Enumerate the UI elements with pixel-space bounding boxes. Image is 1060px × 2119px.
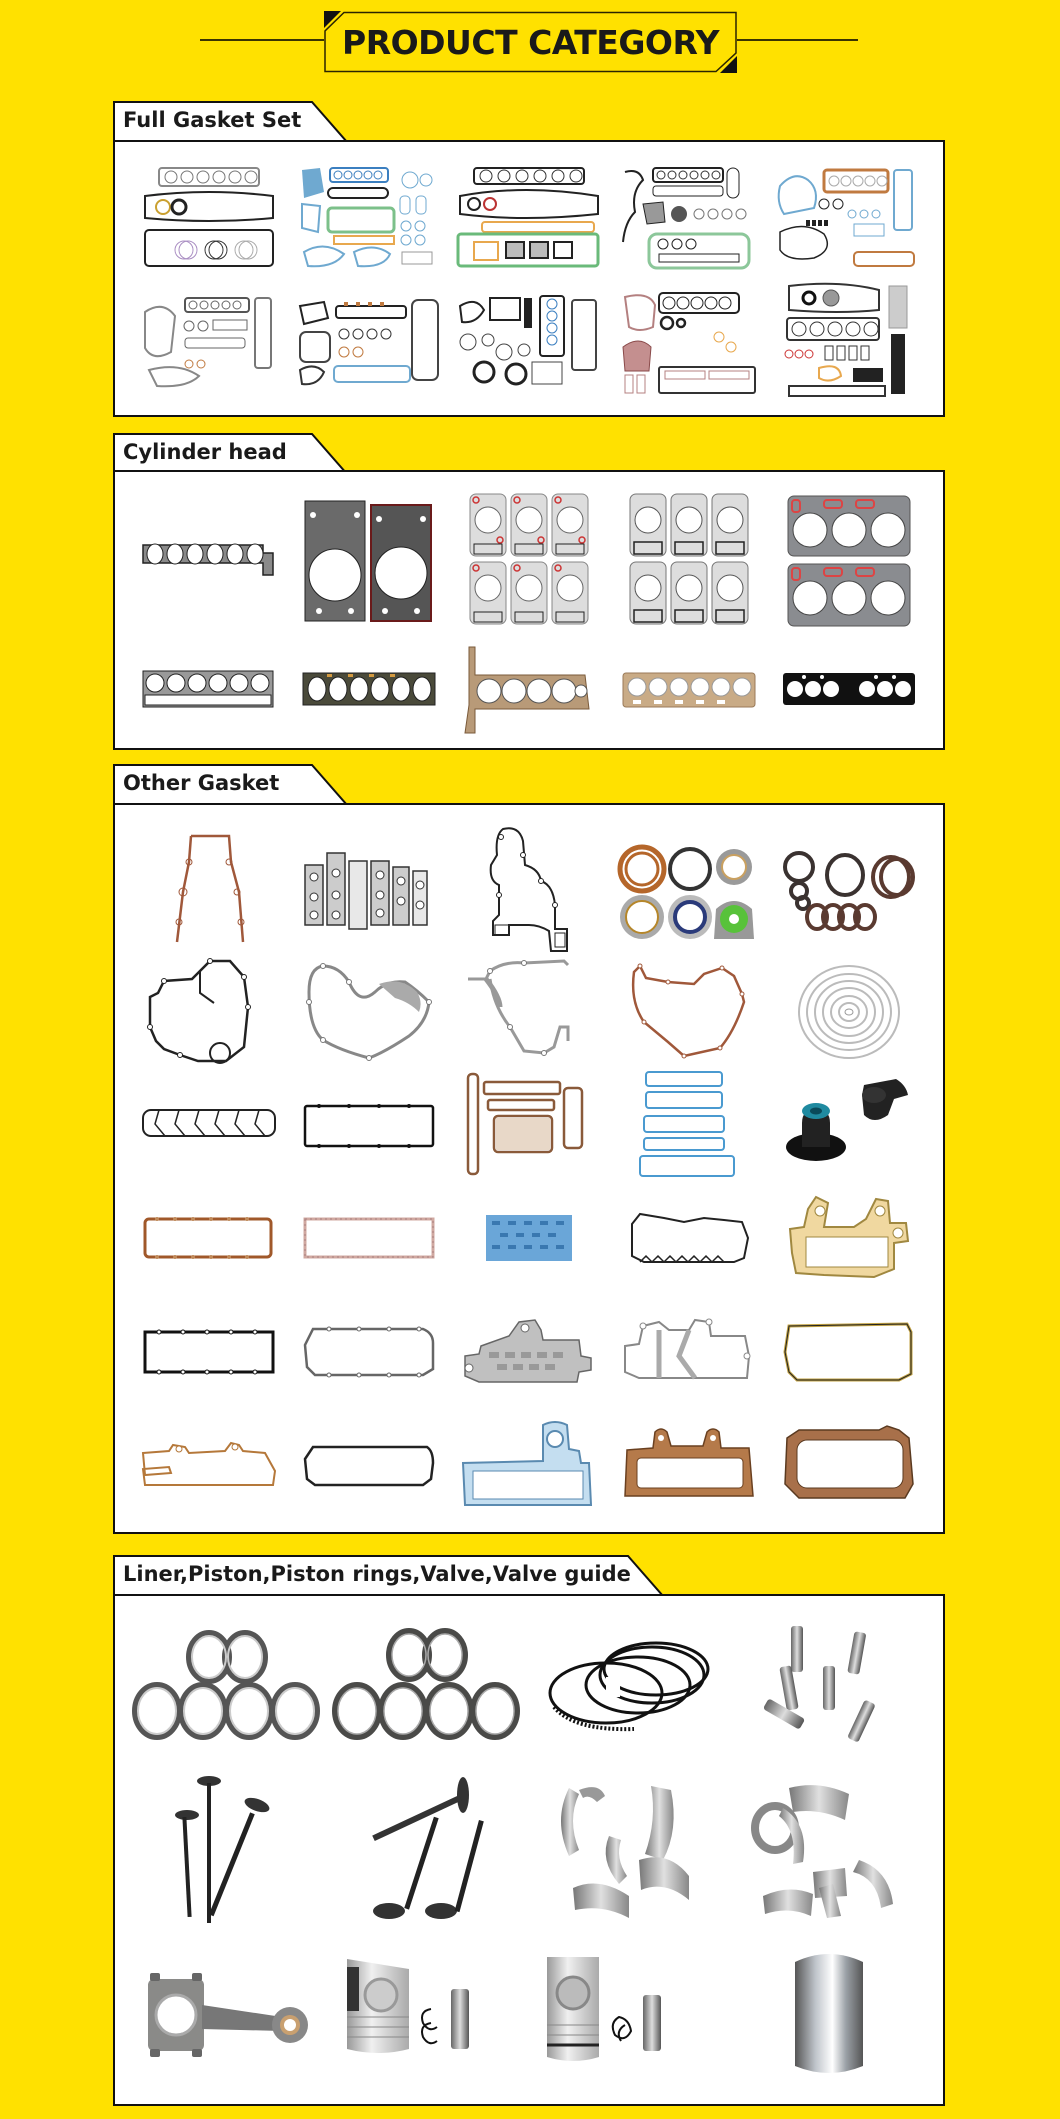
product-tile[interactable] xyxy=(289,1068,449,1181)
product-tile[interactable] xyxy=(609,1181,769,1294)
product-tile[interactable] xyxy=(289,480,449,640)
product-tile[interactable] xyxy=(129,154,289,280)
product-tile[interactable] xyxy=(729,1606,929,1769)
gasket-icon xyxy=(299,1439,439,1489)
section-title: Liner,Piston,Piston rings,Valve,Valve guide xyxy=(123,1562,631,1586)
product-tile[interactable] xyxy=(609,154,769,280)
product-tile[interactable] xyxy=(329,1606,529,1769)
header-rule-left xyxy=(200,39,324,41)
product-tile[interactable] xyxy=(289,154,449,280)
product-tile[interactable] xyxy=(609,825,769,955)
valve-seal-icon xyxy=(784,1075,914,1175)
gasket-set-icon xyxy=(774,162,924,272)
bearing-icon xyxy=(549,1780,709,1920)
product-tile[interactable] xyxy=(609,640,769,740)
gasket-set-icon xyxy=(619,162,759,272)
product-tile[interactable] xyxy=(449,154,609,280)
product-tile[interactable] xyxy=(769,280,929,406)
gasket-icon xyxy=(479,825,579,955)
product-tile[interactable] xyxy=(609,480,769,640)
product-tile[interactable] xyxy=(289,1294,449,1407)
gasket-icon xyxy=(624,1208,754,1268)
product-tile[interactable] xyxy=(129,1068,289,1181)
product-tile[interactable] xyxy=(129,280,289,406)
gasket-icon xyxy=(464,1070,594,1180)
product-tile[interactable] xyxy=(729,1769,929,1932)
gasket-icon xyxy=(459,1316,599,1386)
product-tile[interactable] xyxy=(449,1294,609,1407)
section-title: Other Gasket xyxy=(123,771,280,795)
product-tile[interactable] xyxy=(769,480,929,640)
head-gasket-icon xyxy=(459,645,599,735)
valve-seat-icon xyxy=(129,1627,329,1747)
product-tile[interactable] xyxy=(129,825,289,955)
product-tile[interactable] xyxy=(289,1181,449,1294)
product-tile[interactable] xyxy=(449,480,609,640)
product-tile[interactable] xyxy=(769,154,929,280)
head-gasket-icon xyxy=(779,665,919,715)
product-tile[interactable] xyxy=(449,825,609,955)
product-tile[interactable] xyxy=(729,1931,929,2094)
section-liner-piston xyxy=(113,1555,945,2106)
gasket-set-icon xyxy=(619,287,759,397)
product-tile[interactable] xyxy=(129,1769,329,1932)
product-tile[interactable] xyxy=(449,280,609,406)
product-tile[interactable] xyxy=(769,1181,929,1294)
head-gasket-icon xyxy=(139,535,279,585)
gasket-icon xyxy=(619,1424,759,1504)
product-tile[interactable] xyxy=(129,1931,329,2094)
head-gasket-icon xyxy=(619,665,759,715)
gasket-icon xyxy=(779,1424,919,1504)
gasket-icon xyxy=(139,1100,279,1150)
gasket-set-icon xyxy=(454,292,604,392)
product-tile[interactable] xyxy=(449,1407,609,1520)
piston-ring-icon xyxy=(544,1637,714,1737)
product-tile[interactable] xyxy=(769,1294,929,1407)
product-panel xyxy=(113,1594,945,2106)
product-tile[interactable] xyxy=(449,1068,609,1181)
gasket-icon xyxy=(299,1100,439,1150)
product-tile[interactable] xyxy=(609,955,769,1068)
gasket-icon xyxy=(299,1213,439,1263)
gasket-set-icon xyxy=(294,162,444,272)
section-title: Full Gasket Set xyxy=(123,108,302,132)
head-gasket-icon xyxy=(139,665,279,715)
section-other-gasket xyxy=(113,764,945,1534)
product-tile[interactable] xyxy=(129,955,289,1068)
product-tile[interactable] xyxy=(449,955,609,1068)
product-tile[interactable] xyxy=(129,1181,289,1294)
gasket-icon xyxy=(634,1070,744,1180)
product-tile[interactable] xyxy=(449,640,609,740)
gasket-icon xyxy=(169,832,249,948)
product-tile[interactable] xyxy=(449,1181,609,1294)
product-tile[interactable] xyxy=(289,825,449,955)
product-tile[interactable] xyxy=(609,1407,769,1520)
valve-icon xyxy=(359,1775,499,1925)
piston-icon xyxy=(539,1953,719,2073)
gasket-set-icon xyxy=(294,292,444,392)
oil-seal-icon xyxy=(614,835,764,945)
product-tile[interactable] xyxy=(769,1407,929,1520)
product-tile[interactable] xyxy=(769,825,929,955)
gasket-sheet-icon xyxy=(484,1213,574,1263)
product-tile[interactable] xyxy=(129,640,289,740)
product-tile[interactable] xyxy=(529,1931,729,2094)
gasket-icon xyxy=(624,962,754,1062)
gasket-icon xyxy=(779,1318,919,1384)
valve-guide-icon xyxy=(759,1622,899,1752)
section-full-gasket-set xyxy=(113,101,945,417)
gasket-icon xyxy=(619,1316,759,1386)
head-gasket-icon xyxy=(784,490,914,630)
gasket-icon xyxy=(139,1213,279,1263)
head-gasket-icon xyxy=(624,490,754,630)
product-panel xyxy=(113,803,945,1534)
head-gasket-icon xyxy=(299,665,439,715)
gasket-set-icon xyxy=(454,162,604,272)
gasket-roll-icon xyxy=(794,962,904,1062)
product-panel xyxy=(113,140,945,417)
section-title: Cylinder head xyxy=(123,440,287,464)
cylinder-liner-icon xyxy=(789,1948,869,2078)
valve-seat-icon xyxy=(329,1627,529,1747)
gasket-set-icon xyxy=(139,292,279,392)
valve-icon xyxy=(169,1775,289,1925)
gasket-icon xyxy=(299,962,439,1062)
product-tile[interactable] xyxy=(329,1931,529,2094)
product-tile[interactable] xyxy=(129,1606,329,1769)
section-cylinder-head xyxy=(113,433,945,749)
gasket-icon xyxy=(464,957,594,1067)
gasket-icon xyxy=(144,957,274,1067)
product-tile[interactable] xyxy=(609,280,769,406)
product-tile[interactable] xyxy=(129,1294,289,1407)
product-tile[interactable] xyxy=(289,955,449,1068)
page-title: PRODUCT CATEGORY xyxy=(342,22,719,62)
product-tile[interactable] xyxy=(609,1068,769,1181)
gasket-icon xyxy=(784,1193,914,1283)
product-tile[interactable] xyxy=(289,280,449,406)
gasket-set-icon xyxy=(779,282,919,402)
gasket-icon xyxy=(139,1439,279,1489)
bearing-icon xyxy=(749,1780,909,1920)
product-tile[interactable] xyxy=(129,1407,289,1520)
product-tile[interactable] xyxy=(329,1769,529,1932)
header-rule-right xyxy=(737,39,858,41)
product-tile[interactable] xyxy=(769,1068,929,1181)
gasket-icon xyxy=(459,1419,599,1509)
product-tile[interactable] xyxy=(289,640,449,740)
gasket-set-icon xyxy=(139,162,279,272)
product-tile[interactable] xyxy=(129,480,289,640)
header-banner xyxy=(324,11,737,73)
product-tile[interactable] xyxy=(609,1294,769,1407)
gasket-icon xyxy=(139,1326,279,1376)
o-ring-icon xyxy=(779,845,919,935)
head-gasket-icon xyxy=(464,490,594,630)
gasket-icon xyxy=(299,1321,439,1381)
product-tile[interactable] xyxy=(769,640,929,740)
gasket-icon xyxy=(299,845,439,935)
piston-icon xyxy=(339,1953,519,2073)
product-panel xyxy=(113,470,945,750)
head-gasket-icon xyxy=(299,495,439,625)
connecting-rod-icon xyxy=(144,1963,314,2063)
product-tile[interactable] xyxy=(529,1606,729,1769)
product-tile[interactable] xyxy=(769,955,929,1068)
product-tile[interactable] xyxy=(529,1769,729,1932)
product-tile[interactable] xyxy=(289,1407,449,1520)
